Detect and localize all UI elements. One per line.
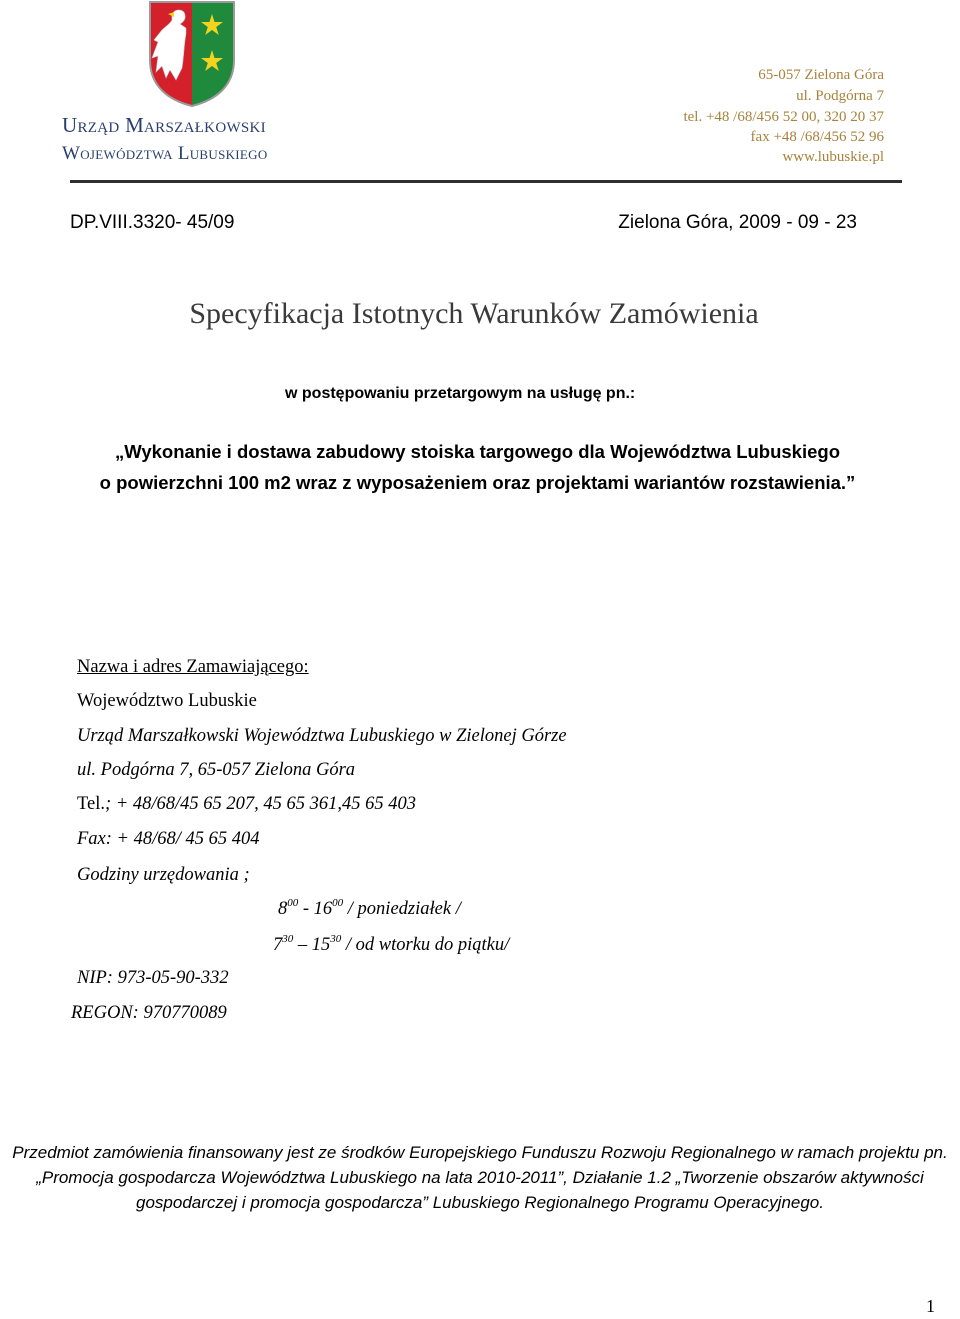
- voivodeship-crest-logo: [146, 0, 238, 108]
- nip-number: NIP: 973-05-90-332: [77, 968, 229, 988]
- funding-note-line1: Przedmiot zamówienia finansowany jest ze środków Europejskiego Funduszu Rozwoju Regionalnego w ramach projektu pn.: [12, 1143, 948, 1162]
- address-street: ul. Podgórna 7: [796, 88, 884, 104]
- document-title: Specyfikacja Istotnych Warunków Zamówienia: [189, 297, 759, 330]
- party-street: ul. Podgórna 7, 65-057 Zielona Góra: [77, 760, 356, 780]
- office-hours-monday: $8^{00} - 16^{00}$ / poniedziałek /: [278, 897, 461, 919]
- header-divider: [70, 180, 902, 183]
- subject-line-1: „Wykonanie i dostawa zabudowy stoiska targowego dla Województwa Lubuskiego: [114, 441, 841, 462]
- regon-number: REGON: 970770089: [71, 1003, 227, 1023]
- funding-note-line3: gospodarczej i promocja gospodarcza” Lubuskiego Regionalnego Programu Operacyjnego.: [136, 1193, 824, 1212]
- subject-line-2: o powierzchni 100 m2 wraz z wyposażeniem oraz projektami wariantów rozstawienia.”: [99, 472, 856, 493]
- address-city: 65-057 Zielona Góra: [758, 67, 884, 83]
- address-web: www.lubuskie.pl: [782, 149, 884, 165]
- office-hours-tue-fri: $7^{30} - 15^{30}$ / od wtorku do piątku/: [273, 933, 510, 955]
- address-fax: fax +48 /68/456 52 96: [750, 129, 884, 145]
- party-fax: Fax: + 48/68/ 45 65 404: [77, 829, 260, 849]
- document-date: Zielona Góra, 2009 - 09 - 23: [618, 212, 857, 233]
- org-name-line2: Województwa Lubuskiego: [62, 143, 268, 164]
- page-number: 1: [926, 1296, 935, 1316]
- party-office: Urząd Marszałkowski Województwa Lubuskiego w Zielonej Górze: [77, 726, 567, 746]
- shield-green-half: [192, 0, 238, 108]
- address-tel: tel. +48 /68/456 52 00, 320 20 37: [683, 109, 884, 125]
- org-name-line1: Urząd Marszałkowski: [62, 113, 266, 137]
- reference-number: DP.VIII.3320- 45/09: [70, 212, 235, 233]
- party-tel: Tel.; + 48/68/45 65 207, 45 65 361,45 65 403: [77, 794, 417, 814]
- document-subtitle: w postępowaniu przetargowym na usługę pn.:: [285, 385, 636, 402]
- party-name: Województwo Lubuskie: [77, 691, 257, 711]
- party-heading: Nazwa i adres Zamawiającego:: [77, 657, 309, 677]
- funding-note-line2: „Promocja gospodarcza Województwa Lubuskiego na lata 2010-2011”, Działanie 1.2 „Tworzenie obszarów aktywności: [36, 1168, 924, 1187]
- office-hours-label: Godziny urzędowania ;: [77, 865, 250, 885]
